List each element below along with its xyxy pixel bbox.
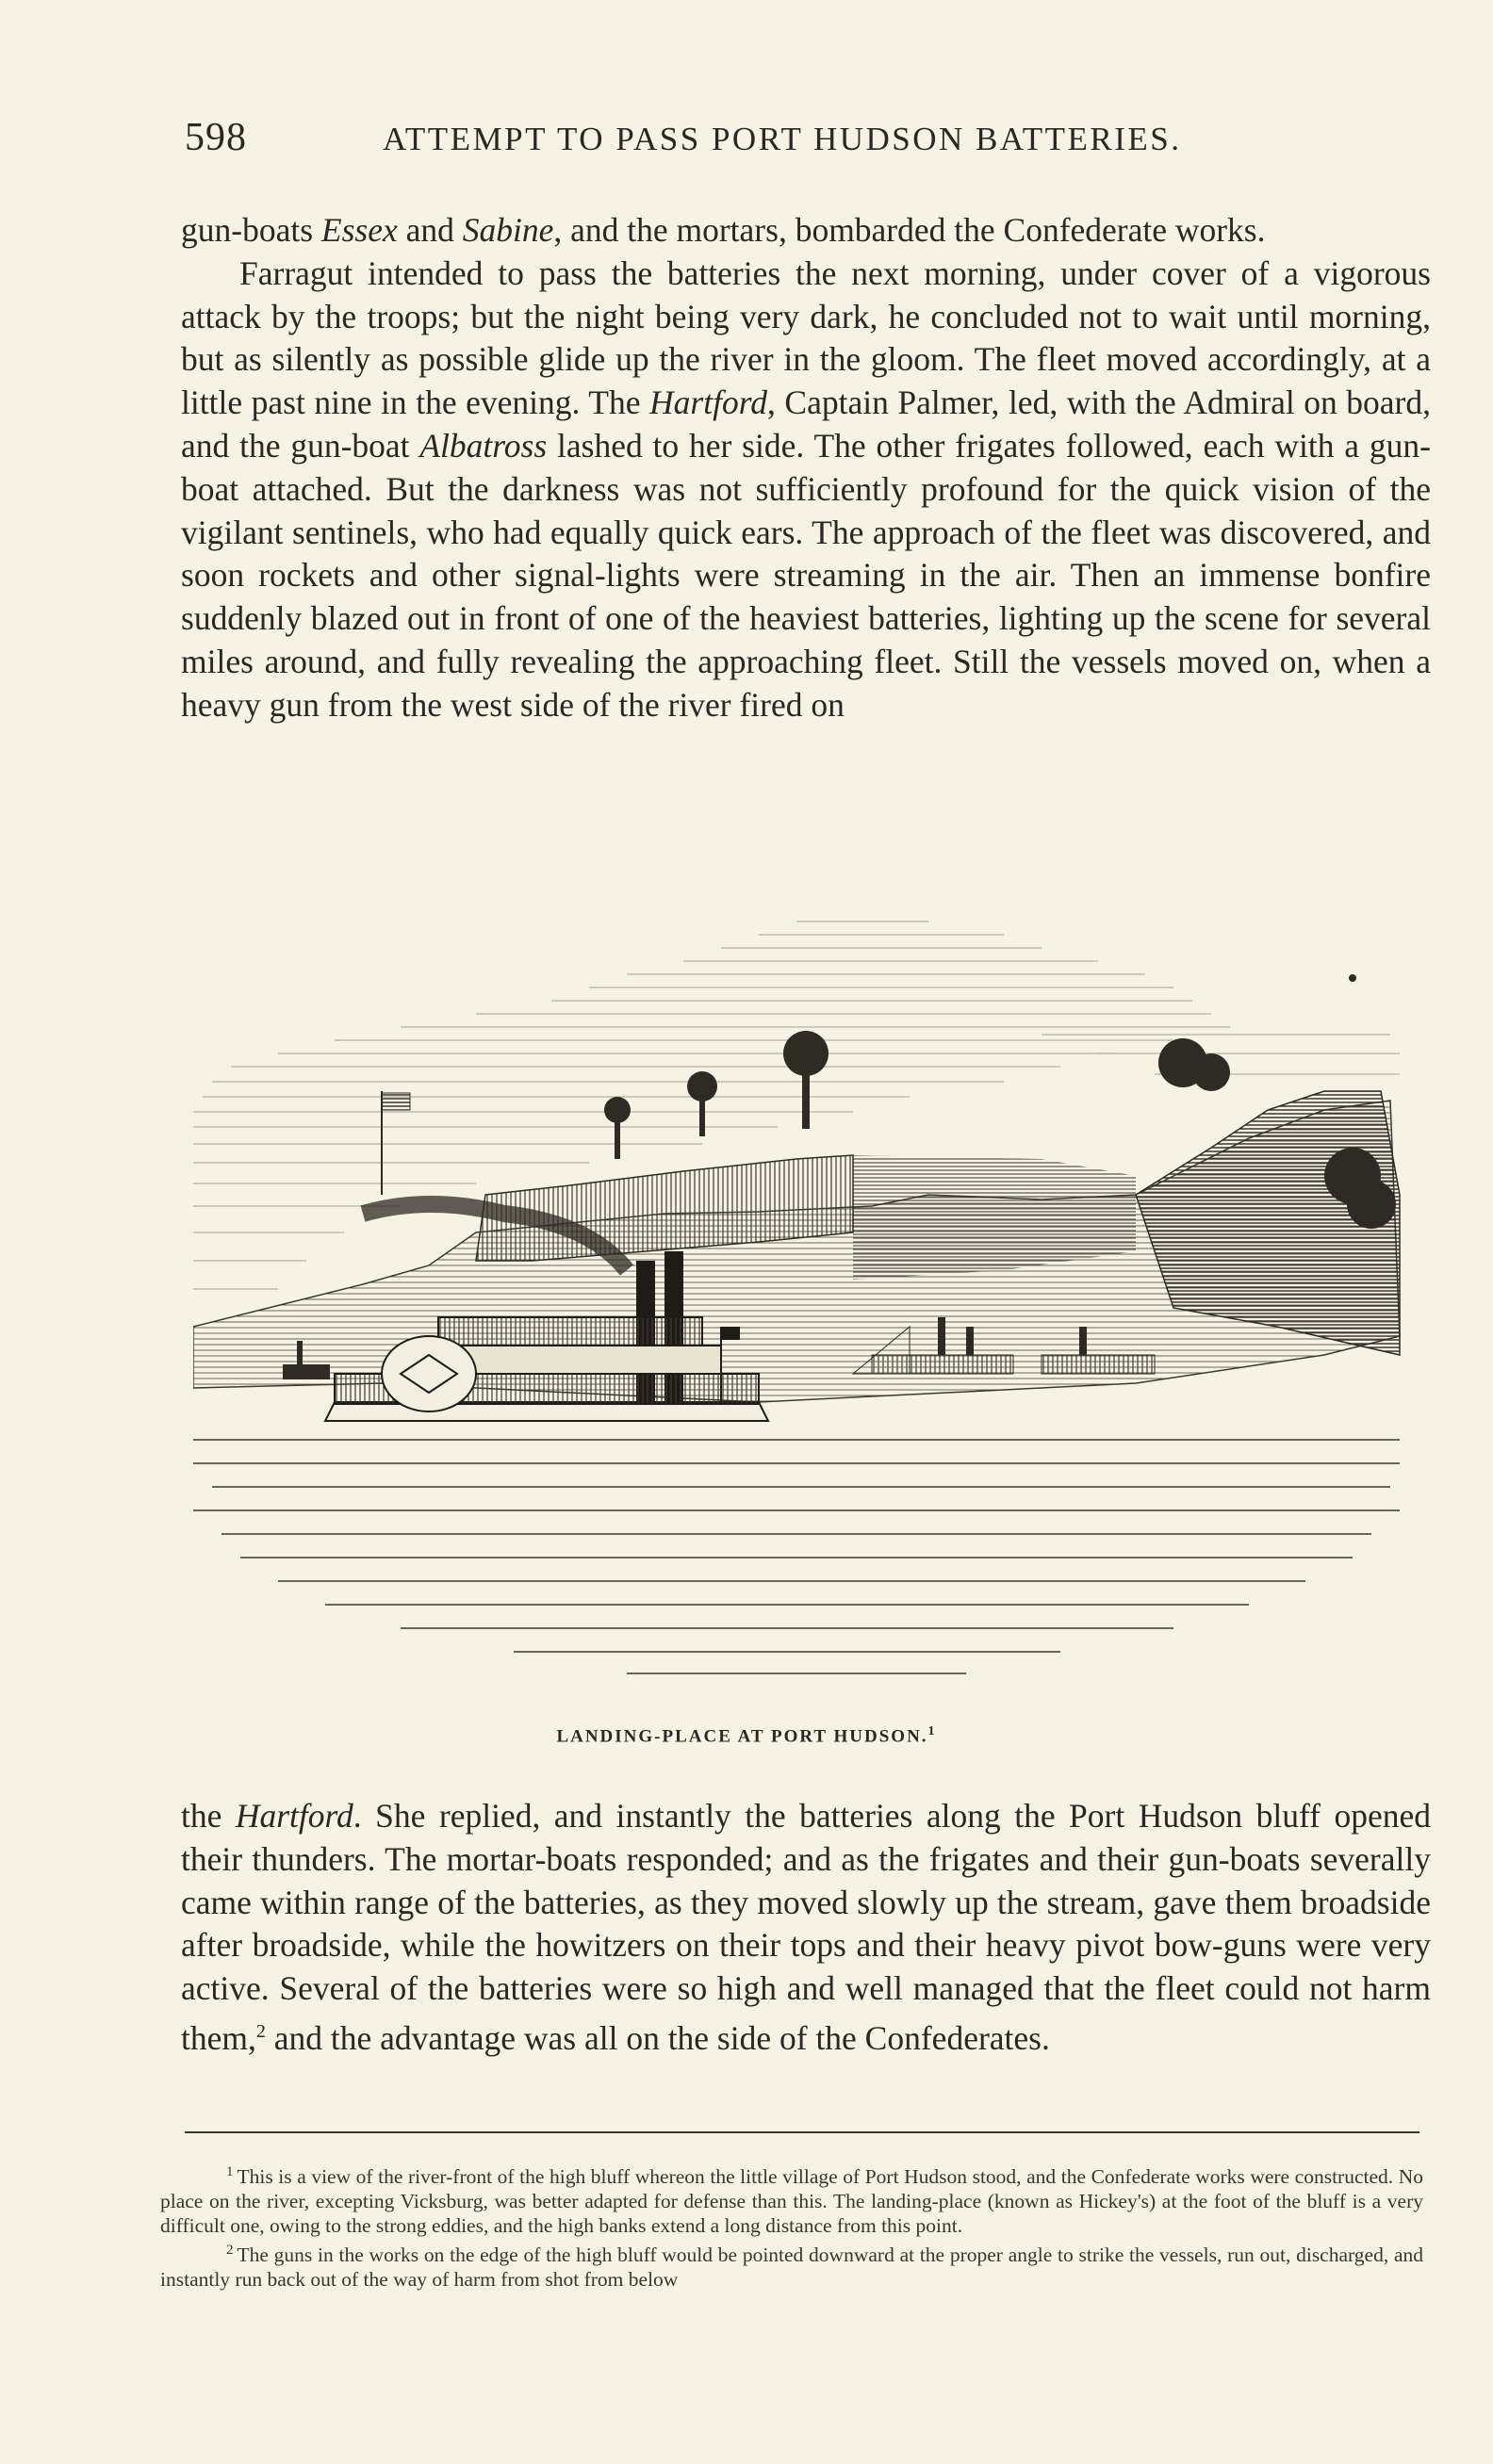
footnote-text: The guns in the works on the edge of the high bluff would be pointed downward at the proper angle to strike the vessels, run out, discharged, and instantly run back out of the way of harm from shot from below: [160, 2244, 1423, 2292]
caption-footnote-ref: 1: [927, 1724, 937, 1738]
text-run: the: [181, 1797, 236, 1835]
text-run: and the advantage was all on the side of the Confederates.: [265, 2018, 1050, 2057]
text-run: lashed to her side. The other frigates followed, each with a gun-boat attached. But the darkness was not sufficiently profound for the quick vision of the vigilant sentinels, who had equally quick ears. The approach of the fleet was discovered, and soon rockets and other signal-lights were streaming in the air. Then an immense bonfire suddenly blazed out in front of one of the heaviest batteries, lighting up the scene for several miles around, and fully revealing the approaching fleet. Still the vessels moved on, when a heavy gun from the west side of the river fired on: [181, 426, 1431, 724]
footnote-2: [160, 2238, 1423, 2292]
footnote-mark: 1: [226, 2164, 234, 2179]
text-run: Farragut intended to pass the batteries the next morning, under cover of a vigorous attack by the troops; but the night being very dark, he concluded not to wait until morning, but as silently as possible glide up the river in the gloom. The fleet moved accordingly, at a little past nine in the evening. The: [181, 253, 1431, 422]
footnote-1: [160, 2160, 1423, 2238]
ship-name-sabine: Sabine: [462, 211, 554, 249]
landing-place-engraving: [193, 912, 1409, 1694]
caption-text: LANDING-PLACE AT PORT HUDSON.: [556, 1726, 928, 1747]
ship-name-albatross: Albatross: [419, 426, 548, 465]
running-title: ATTEMPT TO PASS PORT HUDSON BATTERIES.: [383, 121, 1182, 157]
paragraph-continuation: [181, 209, 1431, 253]
text-run: and: [397, 211, 463, 249]
text-run: . She replied, and instantly the batteries along the Port Hudson bluff opened their thunders. The mortar-boats responded; and as the frigates and their gun-boats severally came within range of the batteries, as they moved slowly up the stream, gave them broadside after broadside, while the howitzers on their tops and their heavy pivot bow-guns were very active. Several of the batteries were so high and well managed that the fleet could not harm them,: [181, 1797, 1431, 2057]
footnote-divider: [185, 2131, 1419, 2133]
body-text-top: [181, 209, 1431, 727]
ship-name-essex: Essex: [320, 211, 398, 249]
paragraph-farragut: [181, 253, 1431, 727]
footnote-ref-2: 2: [255, 2020, 266, 2042]
paragraph-hartford-reply: [181, 1795, 1431, 2061]
body-text-bottom: [181, 1795, 1431, 2061]
footnote-text: This is a view of the river-front of the high bluff whereon the little village of Port Hudson stood, and the Confederate works were constructed. No place on the river, excepting Vicksburg, was better adapted for defense than this. The landing-place (known as Hickey's) at the foot of the bluff is a very difficult one, owing to the strong eddies, and the high banks extend a long distance from this point.: [160, 2165, 1423, 2238]
figure-caption: [0, 1724, 1493, 1747]
text-run: , Captain Palmer, led, with the Admiral on board, and the gun-boat: [181, 383, 1431, 465]
text-run: gun-boats: [181, 211, 321, 249]
page-number: 598: [185, 116, 247, 159]
text-run: , and the mortars, bombarded the Confederate works.: [553, 211, 1266, 249]
page-header: [185, 115, 1429, 171]
engraving-illustration: [193, 912, 1409, 1694]
footnotes: [160, 2160, 1423, 2292]
ship-name-hartford: Hartford: [649, 383, 767, 422]
ship-name-hartford: Hartford: [235, 1797, 353, 1835]
footnote-mark: 2: [226, 2243, 234, 2259]
